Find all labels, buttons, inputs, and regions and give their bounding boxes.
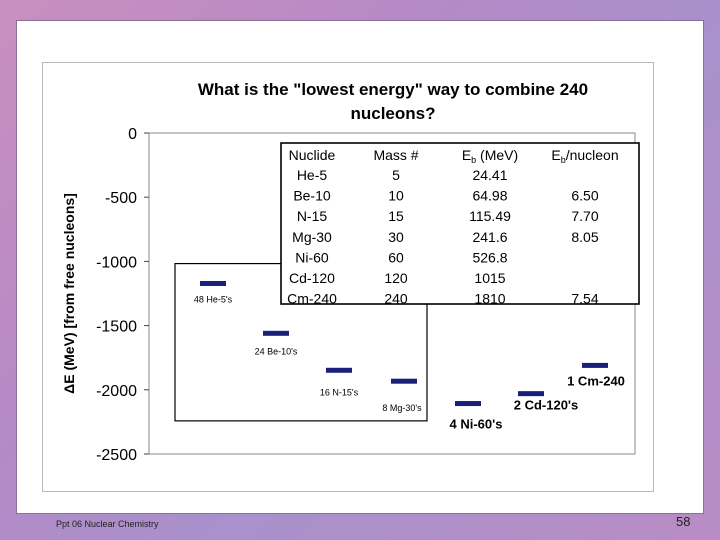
chart-title-line: What is the "lowest energy" way to combine 240 <box>197 80 589 99</box>
table-cell: 240 <box>384 290 408 307</box>
chart-title-line: nucleons? <box>350 104 436 123</box>
data-point-marker <box>326 368 352 373</box>
table-cell: 241.6 <box>472 228 508 245</box>
data-point-label: 1 Cm-240 <box>567 373 625 389</box>
table-header-cell: $E_b$ (MeV) <box>461 147 519 165</box>
y-tick-label: -2500 <box>96 447 137 464</box>
y-tick-label: 0 <box>128 126 137 143</box>
table-cell: 6.50 <box>571 187 599 204</box>
table-cell: 1015 <box>474 270 506 286</box>
table-cell: Be-10 <box>293 187 331 204</box>
table-cell: 1810 <box>474 290 506 307</box>
table-cell: Cm-240 <box>287 290 337 307</box>
table-cell: 115.49 <box>469 208 511 225</box>
table-cell: Ni-60 <box>295 249 329 266</box>
table-cell: Mg-30 <box>292 228 332 245</box>
data-point-marker <box>200 281 226 286</box>
y-tick-label: -500 <box>104 190 137 208</box>
data-point-marker <box>455 401 481 406</box>
data-point-label: 8 Mg-30's <box>382 403 422 414</box>
data-point-marker <box>518 391 544 396</box>
table-header-cell: Mass # <box>373 147 419 163</box>
table-cell: 10 <box>388 187 404 204</box>
y-axis-label: ΔE (MeV) [from free nucleons] <box>61 193 77 394</box>
data-point-marker <box>582 363 608 368</box>
data-point-label: 2 Cd-120's <box>513 397 579 413</box>
table-cell: 7.54 <box>571 290 599 307</box>
footer-label: Ppt 06 Nuclear Chemistry <box>56 519 159 529</box>
data-point-label: 4 Ni-60's <box>449 416 503 432</box>
table-cell: 30 <box>388 228 404 245</box>
table-cell: 120 <box>384 270 408 286</box>
y-tick-label: -1500 <box>96 318 137 336</box>
data-point-label: 48 He-5's <box>193 294 233 305</box>
table-cell: He-5 <box>296 167 328 183</box>
table-cell: 64.98 <box>472 187 508 204</box>
table-cell: 7.70 <box>571 208 599 225</box>
chart-panel <box>42 62 654 492</box>
slide-number: 58 <box>676 514 691 529</box>
table-header-cell: Nuclide <box>288 147 336 163</box>
table-cell: 5 <box>392 167 400 183</box>
table-cell: 60 <box>388 249 404 266</box>
data-point-label: 24 Be-10's <box>254 346 298 357</box>
table-header-cell: $E_b$/nucleon <box>551 147 619 165</box>
data-point-marker <box>391 379 417 384</box>
chart <box>43 63 653 491</box>
table-cell: 15 <box>388 208 404 225</box>
table-cell: Cd-120 <box>289 270 335 286</box>
table-cell: 8.05 <box>571 228 599 245</box>
table-cell: 526.8 <box>472 249 508 266</box>
table-cell: N-15 <box>296 208 328 225</box>
y-tick-label: -2000 <box>96 382 137 400</box>
data-point-marker <box>263 331 289 336</box>
table-cell: 24.41 <box>472 167 508 183</box>
y-tick-label: -1000 <box>96 254 137 272</box>
data-point-label: 16 N-15's <box>319 387 359 398</box>
